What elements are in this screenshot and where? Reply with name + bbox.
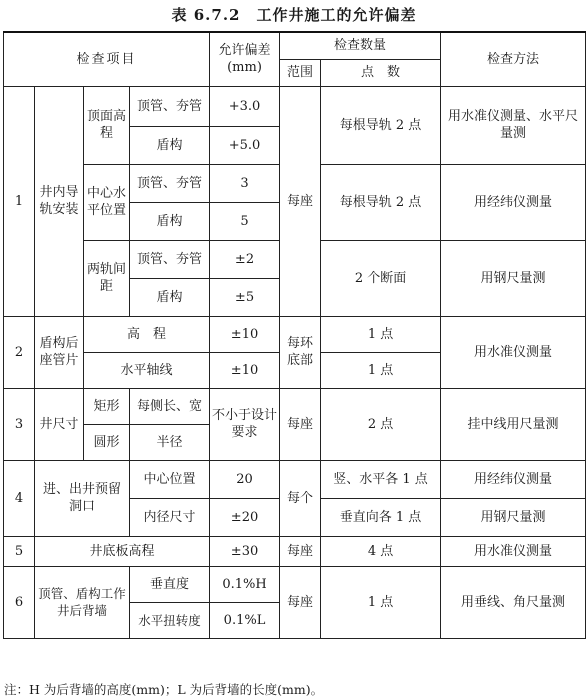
table-row — [4, 86, 586, 126]
tolerance-value: +3.0 — [210, 86, 280, 126]
row-number: 2 — [4, 316, 35, 388]
item-name: 井内导轨安装 — [35, 86, 84, 316]
sub-item-detail: 盾构 — [130, 126, 210, 164]
sub-item-detail: 盾构 — [130, 202, 210, 240]
header-check-quantity: 检查数量 — [280, 32, 441, 59]
tolerance-value: 0.1%H — [210, 566, 280, 602]
scope-value: 每座 — [280, 388, 321, 460]
method-value: 用水准仪测量、水平尺量测 — [441, 86, 586, 164]
sub-item-detail: 盾构 — [130, 278, 210, 316]
sub-item-detail: 顶管、夯管 — [130, 86, 210, 126]
sub-item: 内径尺寸 — [130, 498, 210, 536]
sub-item: 圆形 — [84, 424, 130, 460]
item-name: 顶管、盾构工作井后背墙 — [35, 566, 130, 638]
tolerance-value: ±30 — [210, 536, 280, 566]
sub-item-detail: 顶管、夯管 — [130, 240, 210, 278]
sub-item: 中心水平位置 — [84, 164, 130, 240]
tolerance-value: ±10 — [210, 316, 280, 352]
method-value: 用垂线、角尺量测 — [441, 566, 586, 638]
points-value: 每根导轨 2 点 — [321, 164, 441, 240]
method-value: 用经纬仪测量 — [441, 460, 586, 498]
sub-item: 水平扭转度 — [130, 602, 210, 638]
item-name: 盾构后座管片 — [35, 316, 84, 388]
scope-value: 每座 — [280, 536, 321, 566]
sub-item: 两轨间距 — [84, 240, 130, 316]
tolerance-value: ±20 — [210, 498, 280, 536]
scope-value: 每环底部 — [280, 316, 321, 388]
method-value: 用水准仪测量 — [441, 316, 586, 388]
method-value: 挂中线用尺量测 — [441, 388, 586, 460]
sub-item-detail: 每侧长、宽 — [130, 388, 210, 424]
table-row — [4, 388, 586, 424]
row-number: 5 — [4, 536, 35, 566]
header-row-1 — [4, 32, 586, 59]
sub-item: 顶面高程 — [84, 86, 130, 164]
row-number: 1 — [4, 86, 35, 316]
table-row — [4, 460, 586, 498]
item-name: 进、出井预留洞口 — [35, 460, 130, 536]
sub-item-detail: 半径 — [130, 424, 210, 460]
scope-value: 每座 — [280, 86, 321, 316]
points-value: 竖、水平各 1 点 — [321, 460, 441, 498]
row-number: 4 — [4, 460, 35, 536]
tolerance-value: 20 — [210, 460, 280, 498]
sub-item: 矩形 — [84, 388, 130, 424]
points-value: 每根导轨 2 点 — [321, 86, 441, 164]
tolerance-value: 3 — [210, 164, 280, 202]
points-value: 1 点 — [321, 316, 441, 352]
row-number: 6 — [4, 566, 35, 638]
sub-item: 垂直度 — [130, 566, 210, 602]
tolerance-value: ±5 — [210, 278, 280, 316]
points-value: 1 点 — [321, 566, 441, 638]
tolerance-value: ±2 — [210, 240, 280, 278]
tolerance-value: ±10 — [210, 352, 280, 388]
sub-item-detail: 顶管、夯管 — [130, 164, 210, 202]
item-name: 井底板高程 — [35, 536, 210, 566]
tolerance-table — [3, 31, 586, 639]
sub-item: 中心位置 — [130, 460, 210, 498]
table-row — [4, 536, 586, 566]
points-value: 2 个断面 — [321, 240, 441, 316]
sub-item: 水平轴线 — [84, 352, 210, 388]
points-value: 2 点 — [321, 388, 441, 460]
method-value: 用经纬仪测量 — [441, 164, 586, 240]
method-value: 用钢尺量测 — [441, 498, 586, 536]
table-footnote: 注：H 为后背墙的高度(mm)；L 为后背墙的长度(mm)。 — [4, 682, 324, 697]
points-value: 4 点 — [321, 536, 441, 566]
method-value: 用水准仪测量 — [441, 536, 586, 566]
sub-item: 高 程 — [84, 316, 210, 352]
scope-value: 每座 — [280, 566, 321, 638]
tolerance-value: +5.0 — [210, 126, 280, 164]
table-row — [4, 316, 586, 352]
item-name: 井尺寸 — [35, 388, 84, 460]
table-row — [4, 566, 586, 602]
header-tolerance: 允许偏差 (mm) — [210, 32, 280, 86]
header-points: 点 数 — [321, 59, 441, 86]
tolerance-value: 5 — [210, 202, 280, 240]
header-check-item: 检查项目 — [4, 32, 210, 86]
tolerance-value: 0.1%L — [210, 602, 280, 638]
points-value: 垂直向各 1 点 — [321, 498, 441, 536]
table-title: 表 6.7.2 工作井施工的允许偏差 — [171, 6, 417, 24]
points-value: 1 点 — [321, 352, 441, 388]
header-scope: 范围 — [280, 59, 321, 86]
header-check-method: 检查方法 — [441, 32, 586, 86]
tolerance-value: 不小于设计要求 — [210, 388, 280, 460]
scope-value: 每个 — [280, 460, 321, 536]
row-number: 3 — [4, 388, 35, 460]
method-value: 用钢尺量测 — [441, 240, 586, 316]
